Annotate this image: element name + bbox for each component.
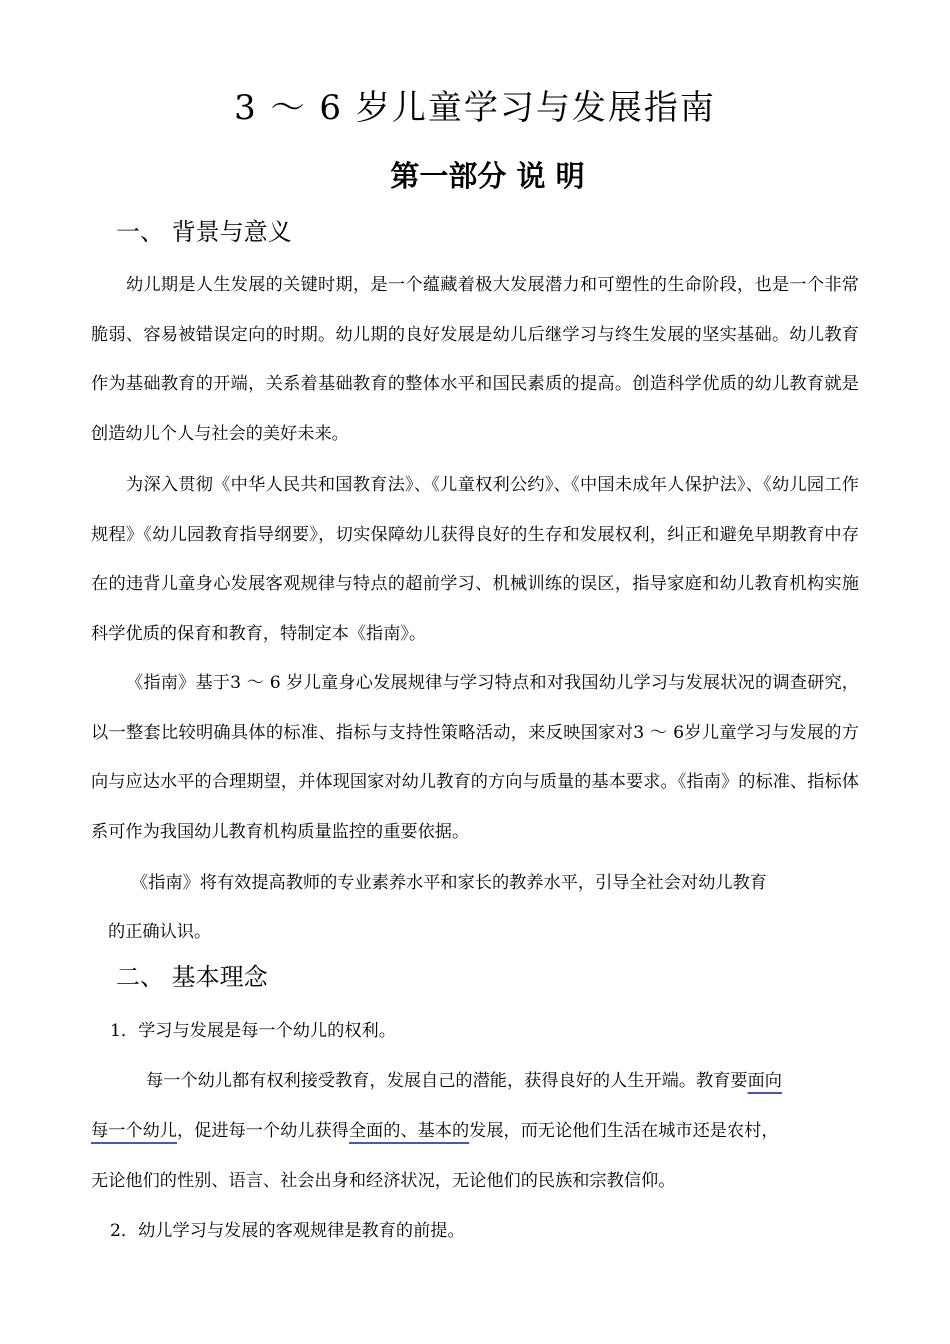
paragraph-background-3: 《指南》基于3 ～ 6 岁儿童身心发展规律与学习特点和对我国幼儿学习与发展状况的调查研究，以一整套比较明确具体的标准、指标与支持性策略活动，来反映国家对3 ～ 6岁儿童学习与发展的方向与应达水平的合理期望，并体现国家对幼儿教育的方向与质量的基本要求。《指南》的标准、指标体系可作为我国幼儿教育机构质量监控的重要依据。 [91,673,859,843]
document-title: 3 ～ 6 岁儿童学习与发展指南 [234,88,716,128]
principle-1-body-line-3: 无论他们的性别、语言、社会出身和经济状况，无论他们的民族和宗教信仰。 [91,1171,676,1191]
underlined-text: 面向 [747,1071,782,1091]
underlined-text: 每一个幼儿 [91,1121,177,1141]
principle-item-2: 2．幼儿学习与发展的客观规律是教育的前提。 [110,1221,465,1241]
section-heading-background: 一、 背景与意义 [116,218,292,246]
paragraph-background-4-line-1: 《指南》将有效提高教师的专业素养水平和家长的教养水平，引导全社会对幼儿教育 [131,873,767,893]
section-heading-principles: 二、 基本理念 [116,963,268,991]
body-text: ，促进每一个幼儿获得 [176,1121,349,1141]
principle-1-body-line-1 [146,1066,782,1096]
paragraph-background-2: 为深入贯彻《中华人民共和国教育法》、《儿童权利公约》、《中国未成年人保护法》、《幼儿园工作规程》《幼儿园教育指导纲要》，切实保障幼儿获得良好的生存和发展权利，纠正和避免早期教育中存在的违背儿童身心发展客观规律与特点的超前学习、机械训练的误区，指导家庭和幼儿教育机构实施科学优质的保育和教育，特制定本《指南》。 [91,475,859,645]
part-title: 第一部分 说 明 [390,159,585,193]
principle-1-body-line-2 [91,1116,779,1146]
body-text: 每一个幼儿都有权利接受教育，发展自己的潜能，获得良好的人生开端。教育要 [146,1071,748,1091]
paragraph-background-4-line-2: 的正确认识。 [108,922,212,942]
principle-item-1: 1．学习与发展是每一个幼儿的权利。 [110,1021,396,1041]
paragraph-background-1: 幼儿期是人生发展的关键时期，是一个蕴藏着极大发展潜力和可塑性的生命阶段，也是一个非常脆弱、容易被错误定向的时期。幼儿期的良好发展是幼儿后继学习与终生发展的坚实基础。幼儿教育作为基础教育的开端，关系着基础教育的整体水平和国民素质的提高。创造科学优质的幼儿教育就是创造幼儿个人与社会的美好未来。 [91,275,859,445]
body-text: 发展，而无论他们生活在城市还是农村， [469,1121,779,1141]
underlined-text: 全面的、基本的 [348,1121,470,1141]
